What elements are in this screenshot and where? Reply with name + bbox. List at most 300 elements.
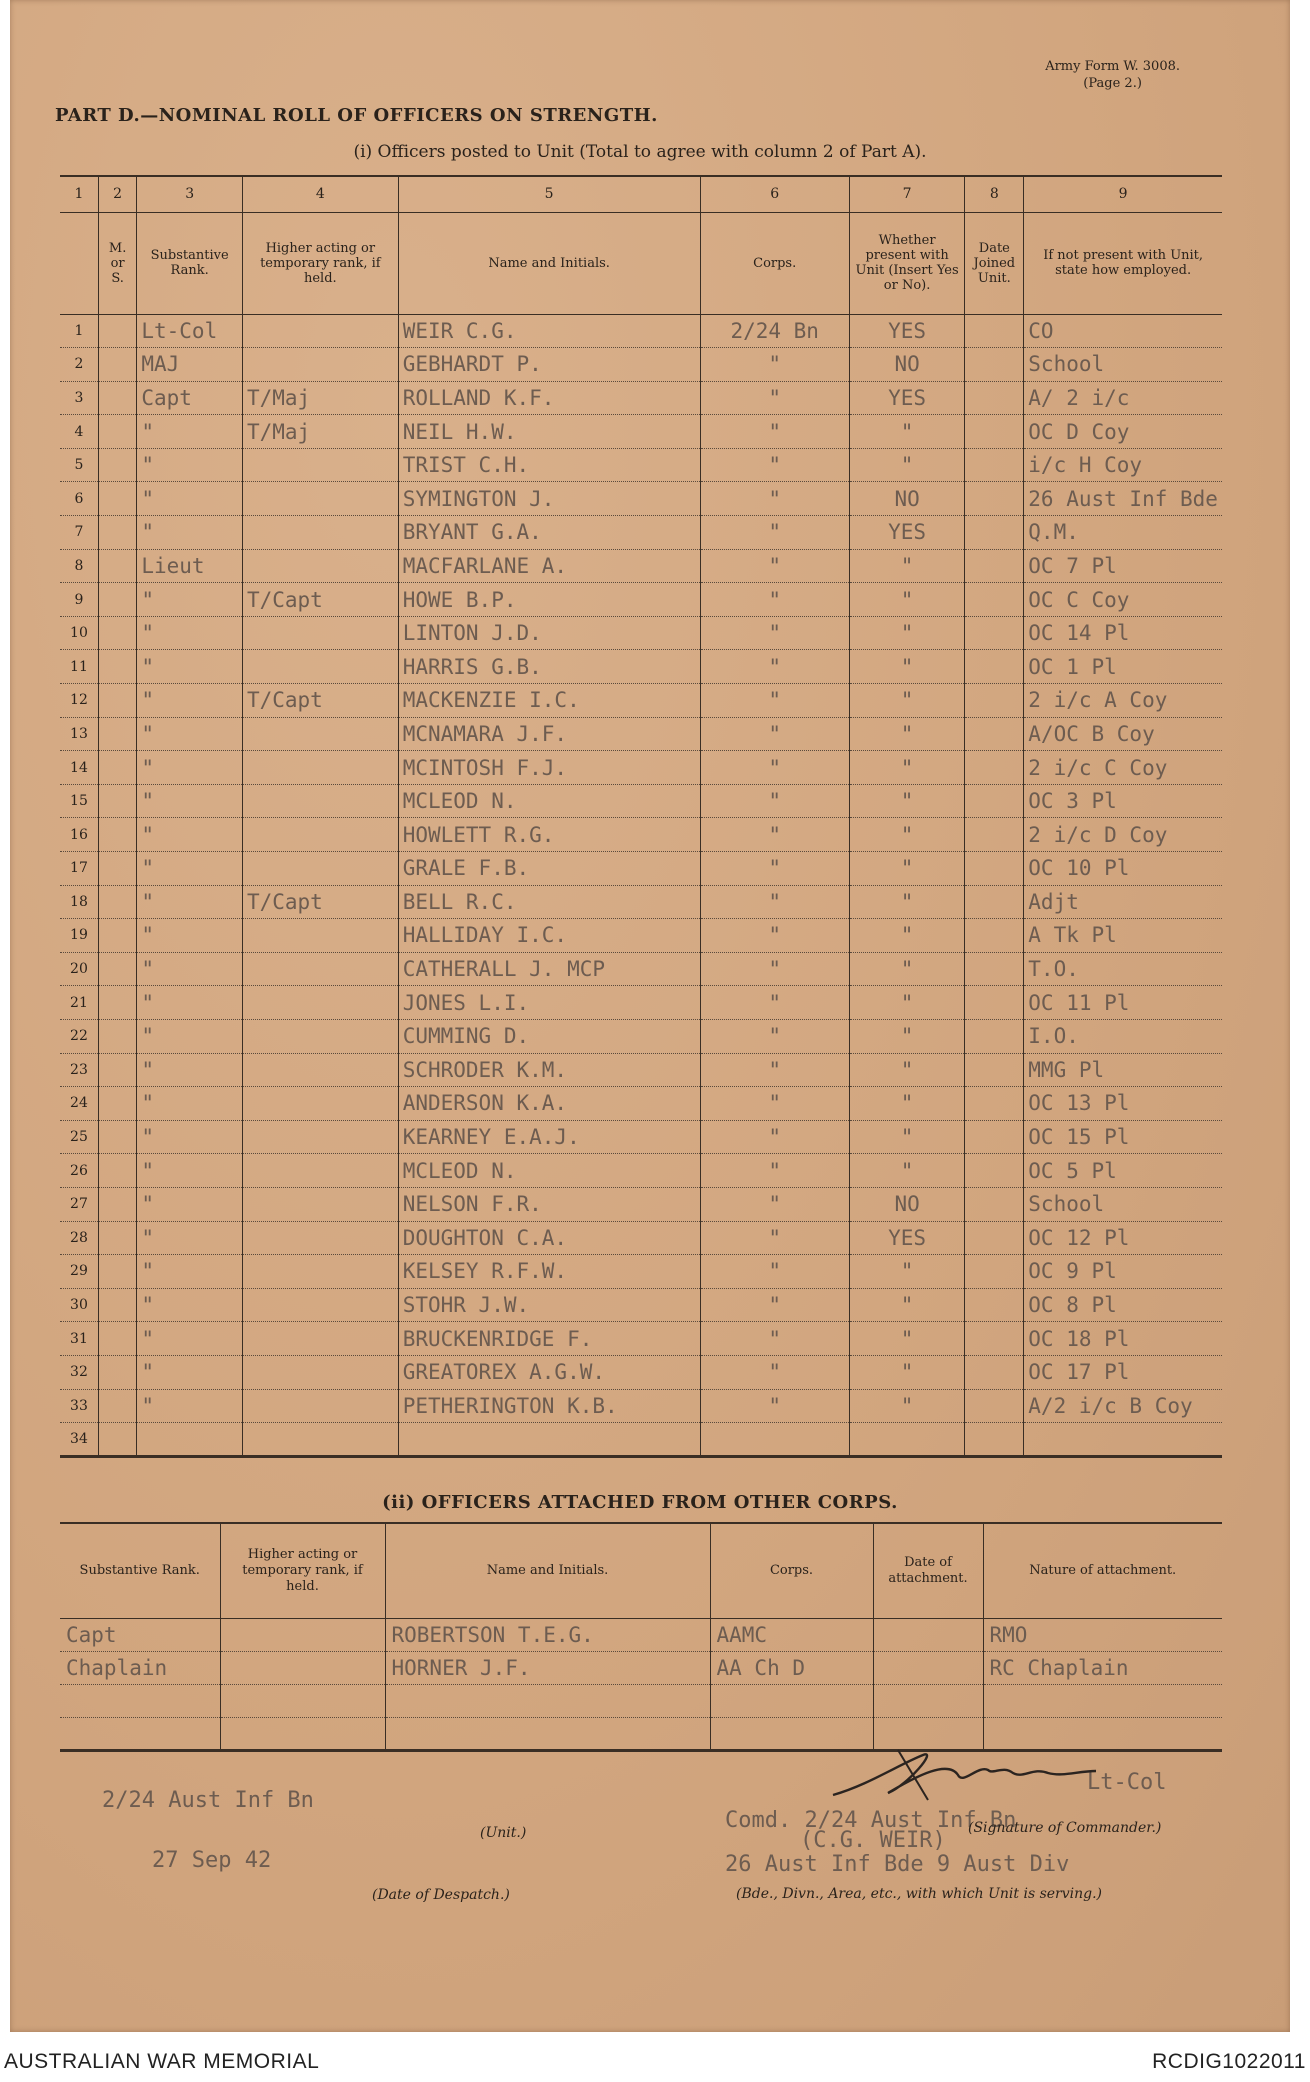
cell-higher: T/Maj [242, 415, 398, 449]
table-row [60, 1221, 1222, 1255]
cell-ms [98, 1255, 136, 1289]
table-row [60, 1019, 1222, 1053]
cell-name: BRUCKENRIDGE F. [398, 1322, 700, 1356]
cell-higher [242, 919, 398, 953]
cell-higher [220, 1717, 385, 1750]
column-number: 4 [242, 176, 398, 212]
cell-n: 9 [60, 583, 98, 617]
cell-higher [242, 1355, 398, 1389]
cell-corps: " [700, 1255, 849, 1289]
cell-name: MACFARLANE A. [398, 549, 700, 583]
officers-posted-table [60, 175, 1222, 1458]
cell-joined [965, 1255, 1024, 1289]
cell-n: 16 [60, 818, 98, 852]
cell-employed: OC 13 Pl [1024, 1087, 1222, 1121]
form-ref-line1: Army Form W. 3008. [1045, 59, 1180, 74]
cell-joined [965, 583, 1024, 617]
cell-rank: " [137, 986, 243, 1020]
cell-rank: Lieut [137, 549, 243, 583]
cell-name: HALLIDAY I.C. [398, 919, 700, 953]
cell-n: 25 [60, 1120, 98, 1154]
column-header: Substantive Rank. [60, 1523, 220, 1618]
table-row [60, 1423, 1222, 1457]
cell-joined [965, 952, 1024, 986]
table-row [60, 650, 1222, 684]
column-number: 5 [398, 176, 700, 212]
cell-ms [98, 784, 136, 818]
cell-corps: " [700, 381, 849, 415]
cell-present: " [849, 986, 965, 1020]
cell-present: " [849, 818, 965, 852]
brigade-caption: (Bde., Divn., Area, etc., with which Unit is serving.) [736, 1886, 1103, 1902]
cell-ms [98, 482, 136, 516]
brigade-value: 26 Aust Inf Bde 9 Aust Div [725, 1852, 1070, 1877]
cell-n: 6 [60, 482, 98, 516]
cell-employed: CO [1024, 314, 1222, 348]
cell-joined [965, 852, 1024, 886]
cell-rank: " [137, 1322, 243, 1356]
cell-name [385, 1717, 710, 1750]
cell-name: MCINTOSH F.J. [398, 751, 700, 785]
cell-n: 10 [60, 616, 98, 650]
cell-rank: " [137, 1053, 243, 1087]
cell-n: 2 [60, 348, 98, 382]
table-row [60, 952, 1222, 986]
column-number: 9 [1024, 176, 1222, 212]
table-row [60, 415, 1222, 449]
cell-n: 18 [60, 885, 98, 919]
cell-n: 11 [60, 650, 98, 684]
cell-present: " [849, 1255, 965, 1289]
cell-joined [965, 1053, 1024, 1087]
cell-name: KELSEY R.F.W. [398, 1255, 700, 1289]
cell-rank: " [137, 1255, 243, 1289]
cell-corps: " [700, 952, 849, 986]
cell-n: 34 [60, 1423, 98, 1457]
column-header: Name and Initials. [385, 1523, 710, 1618]
table-row [60, 314, 1222, 348]
form-ref-line2: (Page 2.) [1083, 76, 1142, 91]
cell-name: ROBERTSON T.E.G. [385, 1618, 710, 1651]
cell-n: 28 [60, 1221, 98, 1255]
cell-joined [965, 1423, 1024, 1457]
cell-present: " [849, 919, 965, 953]
cell-present: " [849, 1389, 965, 1423]
table-row [60, 1187, 1222, 1221]
cell-present: " [849, 751, 965, 785]
cell-present: " [849, 1019, 965, 1053]
cell-present: " [849, 583, 965, 617]
cell-ms [98, 1389, 136, 1423]
cell-n: 17 [60, 852, 98, 886]
cell-joined [965, 818, 1024, 852]
cell-higher [242, 784, 398, 818]
cell-joined [965, 381, 1024, 415]
cell-ms [98, 919, 136, 953]
cell-rank: " [137, 1087, 243, 1121]
cell-joined [965, 684, 1024, 718]
table-row [60, 818, 1222, 852]
cell-name [398, 1423, 700, 1457]
cell-employed: OC 1 Pl [1024, 650, 1222, 684]
commander-signature [828, 1735, 1098, 1815]
cell-rank: " [137, 616, 243, 650]
cell-rank: " [137, 1221, 243, 1255]
cell-higher [220, 1618, 385, 1651]
cell-joined [965, 1322, 1024, 1356]
table-row [60, 1087, 1222, 1121]
cell-corps: " [700, 852, 849, 886]
cell-present: " [849, 717, 965, 751]
cell-higher [242, 1120, 398, 1154]
cell-rank: " [137, 684, 243, 718]
table-row [60, 986, 1222, 1020]
column-header: Whether present with Unit (Insert Yes or No). [849, 212, 965, 314]
cell-present [849, 1423, 965, 1457]
cell-rank: " [137, 1154, 243, 1188]
cell-name: WEIR C.G. [398, 314, 700, 348]
cell-ms [98, 1187, 136, 1221]
column-header: Nature of attachment. [983, 1523, 1222, 1618]
cell-present: " [849, 1120, 965, 1154]
table-row [60, 482, 1222, 516]
cell-joined [965, 885, 1024, 919]
cell-present: " [849, 684, 965, 718]
cell-nature: RMO [983, 1618, 1222, 1651]
cell-corps: " [700, 516, 849, 550]
cell-ms [98, 1423, 136, 1457]
cell-employed: OC 7 Pl [1024, 549, 1222, 583]
cell-corps: " [700, 1120, 849, 1154]
cell-higher [242, 852, 398, 886]
table-row [60, 583, 1222, 617]
table-row [60, 1618, 1222, 1651]
cell-ms [98, 717, 136, 751]
cell-present: " [849, 415, 965, 449]
cell-date [873, 1651, 983, 1684]
cell-higher [242, 717, 398, 751]
signature-caption: (Signature of Commander.) [968, 1820, 1162, 1836]
cell-present: " [849, 952, 965, 986]
cell-corps: " [700, 583, 849, 617]
cell-ms [98, 751, 136, 785]
cell-employed: Q.M. [1024, 516, 1222, 550]
column-header: Higher acting or temporary rank, if held. [242, 212, 398, 314]
table-row [60, 448, 1222, 482]
date-caption: (Date of Despatch.) [372, 1887, 510, 1903]
cell-joined [965, 1355, 1024, 1389]
cell-joined [965, 549, 1024, 583]
cell-ms [98, 1221, 136, 1255]
cell-rank: " [137, 650, 243, 684]
cell-corps: " [700, 684, 849, 718]
cell-rank: " [137, 818, 243, 852]
cell-rank: " [137, 1019, 243, 1053]
cell-corps: " [700, 717, 849, 751]
cell-rank: " [137, 717, 243, 751]
cell-present: YES [849, 381, 965, 415]
cell-name: NEIL H.W. [398, 415, 700, 449]
cell-ms [98, 381, 136, 415]
cell-ms [98, 348, 136, 382]
form-reference [1045, 58, 1180, 92]
cell-employed: OC 9 Pl [1024, 1255, 1222, 1289]
cell-present: " [849, 448, 965, 482]
column-header: Name and Initials. [398, 212, 700, 314]
commander-rank: Lt-Col [1087, 1770, 1167, 1795]
cell-higher [242, 616, 398, 650]
cell-higher [242, 549, 398, 583]
column-header: Corps. [710, 1523, 873, 1618]
table-row [60, 751, 1222, 785]
column-header [60, 212, 98, 314]
column-header: M. or S. [98, 212, 136, 314]
cell-name: TRIST C.H. [398, 448, 700, 482]
cell-corps: AA Ch D [710, 1651, 873, 1684]
cell-n: 8 [60, 549, 98, 583]
cell-corps [700, 1423, 849, 1457]
cell-date [873, 1684, 983, 1717]
cell-ms [98, 852, 136, 886]
cell-rank: MAJ [137, 348, 243, 382]
cell-ms [98, 1322, 136, 1356]
cell-joined [965, 516, 1024, 550]
cell-corps: " [700, 616, 849, 650]
cell-higher [242, 448, 398, 482]
cell-higher [220, 1684, 385, 1717]
table-row [60, 1154, 1222, 1188]
cell-joined [965, 919, 1024, 953]
cell-corps: " [700, 1221, 849, 1255]
cell-n: 29 [60, 1255, 98, 1289]
column-header: Date of attachment. [873, 1523, 983, 1618]
cell-employed: OC 15 Pl [1024, 1120, 1222, 1154]
cell-ms [98, 516, 136, 550]
cell-higher [242, 650, 398, 684]
cell-present: " [849, 1322, 965, 1356]
cell-n: 15 [60, 784, 98, 818]
cell-ms [98, 650, 136, 684]
table-row [60, 348, 1222, 382]
commander-name-line: (C.G. WEIR) [800, 1828, 946, 1853]
cell-higher [242, 1288, 398, 1322]
cell-higher [242, 952, 398, 986]
cell-joined [965, 751, 1024, 785]
column-number: 7 [849, 176, 965, 212]
cell-name: LINTON J.D. [398, 616, 700, 650]
cell-n: 12 [60, 684, 98, 718]
cell-corps: " [700, 1288, 849, 1322]
cell-nature [983, 1684, 1222, 1717]
cell-employed: 2 i/c D Coy [1024, 818, 1222, 852]
cell-employed: A Tk Pl [1024, 919, 1222, 953]
sub-title: (i) Officers posted to Unit (Total to agree with column 2 of Part A). [353, 142, 927, 162]
table-row [60, 784, 1222, 818]
cell-present: YES [849, 1221, 965, 1255]
cell-ms [98, 684, 136, 718]
table-row [60, 919, 1222, 953]
table-row [60, 1651, 1222, 1684]
cell-higher [242, 751, 398, 785]
column-header: Corps. [700, 212, 849, 314]
cell-rank: " [137, 784, 243, 818]
cell-employed: OC 10 Pl [1024, 852, 1222, 886]
cell-n: 19 [60, 919, 98, 953]
cell-higher [242, 1087, 398, 1121]
cell-n: 20 [60, 952, 98, 986]
cell-employed: OC 17 Pl [1024, 1355, 1222, 1389]
table-row [60, 516, 1222, 550]
column-header: Higher acting or temporary rank, if held. [220, 1523, 385, 1618]
cell-corps: " [700, 549, 849, 583]
cell-name: BELL R.C. [398, 885, 700, 919]
cell-higher [242, 986, 398, 1020]
cell-present: " [849, 1053, 965, 1087]
cell-present: " [849, 1087, 965, 1121]
cell-employed: A/ 2 i/c [1024, 381, 1222, 415]
cell-higher [242, 1221, 398, 1255]
cell-rank: " [137, 482, 243, 516]
cell-name: JONES L.I. [398, 986, 700, 1020]
cell-higher [242, 1187, 398, 1221]
cell-corps [710, 1684, 873, 1717]
cell-n: 13 [60, 717, 98, 751]
cell-ms [98, 952, 136, 986]
cell-higher [242, 314, 398, 348]
cell-n: 31 [60, 1322, 98, 1356]
cell-joined [965, 1019, 1024, 1053]
cell-joined [965, 314, 1024, 348]
cell-name: SYMINGTON J. [398, 482, 700, 516]
column-header: Substantive Rank. [137, 212, 243, 314]
cell-n: 7 [60, 516, 98, 550]
cell-rank: Chaplain [60, 1651, 220, 1684]
cell-corps: " [700, 1389, 849, 1423]
cell-employed: MMG Pl [1024, 1053, 1222, 1087]
cell-rank: " [137, 415, 243, 449]
cell-joined [965, 1154, 1024, 1188]
cell-employed: 2 i/c A Coy [1024, 684, 1222, 718]
cell-name: GRALE F.B. [398, 852, 700, 886]
cell-ms [98, 1120, 136, 1154]
cell-joined [965, 348, 1024, 382]
cell-name: HORNER J.F. [385, 1651, 710, 1684]
cell-name: SCHRODER K.M. [398, 1053, 700, 1087]
cell-n: 30 [60, 1288, 98, 1322]
cell-employed: i/c H Coy [1024, 448, 1222, 482]
cell-corps: " [700, 1019, 849, 1053]
cell-rank: " [137, 516, 243, 550]
cell-ms [98, 1154, 136, 1188]
cell-rank [137, 1423, 243, 1457]
cell-higher [242, 1053, 398, 1087]
cell-employed: School [1024, 1187, 1222, 1221]
section2-title: (ii) OFFICERS ATTACHED FROM OTHER CORPS. [382, 1492, 898, 1513]
cell-rank: " [137, 583, 243, 617]
cell-n: 26 [60, 1154, 98, 1188]
cell-joined [965, 448, 1024, 482]
cell-employed: 2 i/c C Coy [1024, 751, 1222, 785]
cell-rank: " [137, 852, 243, 886]
cell-joined [965, 650, 1024, 684]
cell-higher [242, 818, 398, 852]
cell-n: 33 [60, 1389, 98, 1423]
column-number: 2 [98, 176, 136, 212]
table-row [60, 1288, 1222, 1322]
cell-higher [242, 348, 398, 382]
part-title: PART D.—NOMINAL ROLL OF OFFICERS ON STRENGTH. [55, 105, 658, 126]
cell-higher [242, 1322, 398, 1356]
cell-ms [98, 1355, 136, 1389]
cell-date [873, 1618, 983, 1651]
cell-name: KEARNEY E.A.J. [398, 1120, 700, 1154]
cell-higher [242, 1423, 398, 1457]
cell-employed: OC C Coy [1024, 583, 1222, 617]
cell-present: " [849, 549, 965, 583]
cell-n: 32 [60, 1355, 98, 1389]
cell-corps: " [700, 1322, 849, 1356]
cell-employed: OC 14 Pl [1024, 616, 1222, 650]
cell-ms [98, 1019, 136, 1053]
cell-name [385, 1684, 710, 1717]
table-row [60, 1053, 1222, 1087]
cell-name: GEBHARDT P. [398, 348, 700, 382]
cell-ms [98, 818, 136, 852]
table-row [60, 1255, 1222, 1289]
cell-name: GREATOREX A.G.W. [398, 1355, 700, 1389]
cell-ms [98, 616, 136, 650]
cell-higher: T/Maj [242, 381, 398, 415]
cell-employed: OC 5 Pl [1024, 1154, 1222, 1188]
unit-caption: (Unit.) [480, 1825, 527, 1841]
cell-name: HARRIS G.B. [398, 650, 700, 684]
cell-employed: 26 Aust Inf Bde [1024, 482, 1222, 516]
cell-higher [242, 516, 398, 550]
cell-present: " [849, 852, 965, 886]
cell-name: MCLEOD N. [398, 784, 700, 818]
cell-corps: AAMC [710, 1618, 873, 1651]
cell-name: HOWLETT R.G. [398, 818, 700, 852]
cell-rank: " [137, 1187, 243, 1221]
cell-corps: " [700, 448, 849, 482]
cell-joined [965, 784, 1024, 818]
cell-rank: " [137, 448, 243, 482]
cell-higher: T/Capt [242, 684, 398, 718]
cell-corps: " [700, 1355, 849, 1389]
footer-catalog-id: RCDIG1022011 [1152, 2050, 1306, 2073]
cell-n: 5 [60, 448, 98, 482]
column-number: 1 [60, 176, 98, 212]
cell-ms [98, 986, 136, 1020]
cell-employed: A/OC B Coy [1024, 717, 1222, 751]
cell-corps: " [700, 1154, 849, 1188]
cell-n: 23 [60, 1053, 98, 1087]
cell-corps: " [700, 751, 849, 785]
cell-n: 24 [60, 1087, 98, 1121]
cell-ms [98, 583, 136, 617]
cell-corps: " [700, 986, 849, 1020]
cell-employed: OC 12 Pl [1024, 1221, 1222, 1255]
unit-value: 2/24 Aust Inf Bn [102, 1788, 314, 1813]
cell-joined [965, 717, 1024, 751]
cell-employed: A/2 i/c B Coy [1024, 1389, 1222, 1423]
cell-rank: " [137, 1355, 243, 1389]
cell-higher: T/Capt [242, 885, 398, 919]
column-number: 3 [137, 176, 243, 212]
cell-present: NO [849, 348, 965, 382]
cell-present: " [849, 1288, 965, 1322]
table-row [60, 1322, 1222, 1356]
